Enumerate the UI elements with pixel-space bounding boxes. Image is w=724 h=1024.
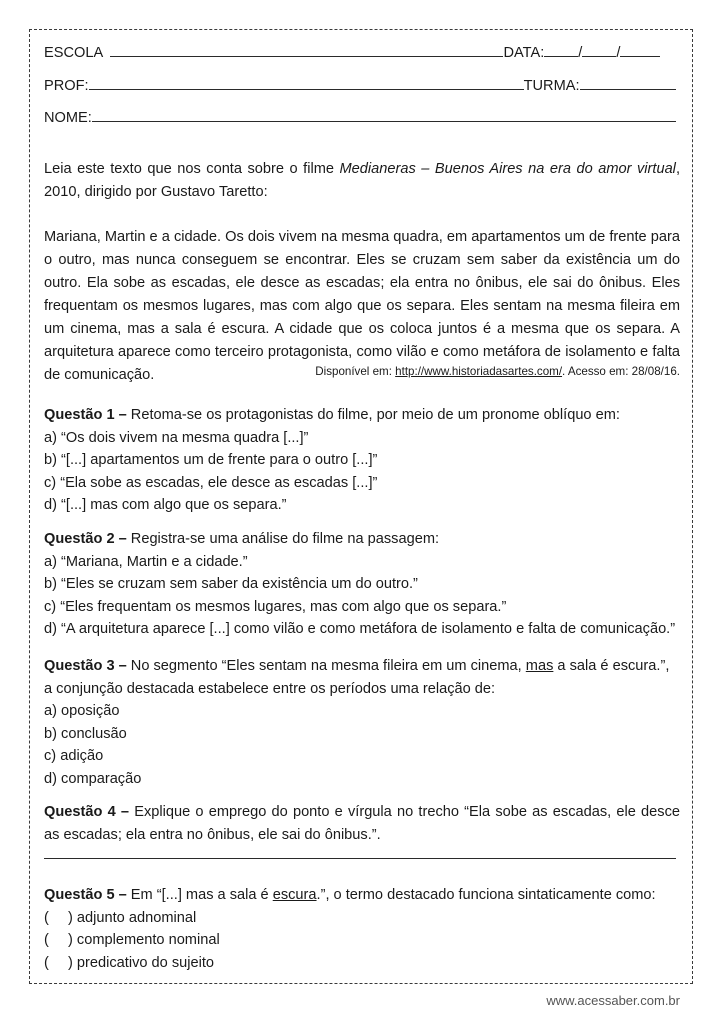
question-2	[44, 528, 684, 641]
option-complemento-nominal[interactable]	[44, 929, 684, 952]
data-year-field[interactable]	[620, 42, 660, 57]
data-month-field[interactable]	[582, 42, 616, 57]
option-d[interactable]: d) “A arquitetura aparece [...] como vilão e como metáfora de isolamento e falta de comunicação.”	[44, 621, 676, 637]
option-a[interactable]: a) “Os dois vivem na mesma quadra [...]”	[44, 429, 309, 446]
option-label: ) predicativo do sujeito	[68, 954, 215, 971]
option-b[interactable]: b) conclusão	[44, 725, 127, 742]
nome-row	[44, 107, 676, 127]
option-predicativo-do-sujeito[interactable]	[44, 952, 684, 975]
question-prompt: Registra-se uma análise do filme na passagem:	[126, 531, 440, 547]
checkbox-paren[interactable]: (	[44, 954, 49, 971]
highlighted-term: escura	[272, 887, 317, 903]
question-prompt: Explique o emprego do ponto e vírgula no trecho “Ela sobe as escadas, ele desce as escadas; ela entra no ônibus, ele sai do ônibus.”.	[44, 804, 681, 843]
turma-field[interactable]	[580, 75, 676, 90]
question-5	[44, 884, 684, 974]
question-3	[44, 655, 684, 790]
data-day-field[interactable]	[544, 42, 578, 57]
option-label: ) adjunto adnominal	[68, 909, 197, 926]
question-title: Questão 2 –	[44, 531, 127, 547]
intro-text: Leia este texto que nos conta sobre o filme	[44, 161, 340, 177]
option-b[interactable]: b) “Eles se cruzam sem saber da existência um do outro.”	[44, 576, 418, 592]
question-prompt-line2: a conjunção destacada estabelece entre os períodos uma relação de:	[44, 680, 496, 697]
data-label: DATA:	[503, 45, 545, 61]
question-prompt: Retoma-se os protagonistas do filme, por meio de um pronome oblíquo em:	[126, 407, 620, 423]
source-prefix: Disponível em:	[315, 365, 396, 378]
question-prompt: Em “[...] mas a sala é	[126, 887, 273, 903]
footer-website: www.acessaber.com.br	[546, 993, 680, 1008]
question-title: Questão 4 –	[44, 804, 130, 820]
question-1	[44, 404, 684, 517]
option-d[interactable]: d) “[...] mas com algo que os separa.”	[44, 497, 287, 513]
source-citation	[315, 365, 680, 379]
checkbox-paren[interactable]: (	[44, 932, 49, 948]
checkbox-paren[interactable]: (	[44, 909, 49, 926]
nome-label: NOME:	[44, 110, 92, 126]
source-link[interactable]: http://www.historiadasartes.com/	[395, 365, 563, 378]
nome-field[interactable]	[92, 107, 676, 122]
question-4	[44, 801, 680, 846]
option-c[interactable]: c) “Ela sobe as escadas, ele desce as escadas [...]”	[44, 474, 378, 491]
question-title: Questão 5 –	[44, 887, 127, 903]
film-title: Medianeras – Buenos Aires na era do amor virtual	[339, 161, 676, 177]
question-prompt-end: .”, o termo destacado funciona sintaticamente como:	[316, 887, 656, 903]
film-passage: Mariana, Martin e a cidade. Os dois vivem na mesma quadra, em apartamentos um de frente para o outro, mas nunca conseguem se encontrar. Eles se cruzam sem saber da existência um do outro. Ela sobe as escadas, ele desce as escadas; ela entra no ônibus, ele sai do ônibus. Eles frequentam os mesmos lugares, mas com algo que os separa. Eles sentam na mesma fileira em um cinema, mas a sala é escura. A cidade que os coloca juntos é a mesma que os separa. A arquitetura aparece como terceiro protagonista, como vilão e como metáfora de isolamento e falta de comunicação.	[44, 229, 680, 383]
option-label: ) complemento nominal	[68, 932, 220, 948]
question-title: Questão 3 –	[44, 658, 127, 674]
option-b[interactable]: b) “[...] apartamentos um de frente para o outro [...]”	[44, 452, 378, 468]
escola-field[interactable]	[110, 42, 503, 57]
escola-row	[44, 42, 660, 62]
highlighted-conjunction: mas	[525, 658, 554, 674]
option-a[interactable]: a) oposição	[44, 703, 120, 719]
prof-field[interactable]	[89, 75, 524, 90]
question-title: Questão 1 –	[44, 407, 127, 423]
option-d[interactable]: d) comparação	[44, 770, 142, 787]
prof-row	[44, 75, 676, 95]
question-prompt: No segmento “Eles sentam na mesma fileira em um cinema,	[126, 658, 526, 674]
option-c[interactable]: c) “Eles frequentam os mesmos lugares, mas com algo que os separa.”	[44, 598, 507, 615]
question-prompt-end: a sala é escura.”,	[553, 658, 670, 674]
option-a[interactable]: a) “Mariana, Martin e a cidade.”	[44, 553, 248, 570]
date-separator: /	[616, 45, 621, 61]
option-adjunto-adnominal[interactable]	[44, 907, 684, 930]
option-c[interactable]: c) adição	[44, 748, 104, 764]
intro-paragraph	[44, 158, 680, 204]
date-separator: /	[578, 45, 583, 61]
answer-line[interactable]	[44, 858, 676, 859]
escola-label: ESCOLA	[44, 45, 103, 61]
turma-label: TURMA:	[523, 78, 580, 94]
intro-text-after: , 2010, dirigido por Gustavo Taretto:	[44, 161, 680, 200]
prof-label: PROF:	[44, 78, 89, 94]
source-suffix: . Acesso em: 28/08/16.	[562, 365, 680, 378]
